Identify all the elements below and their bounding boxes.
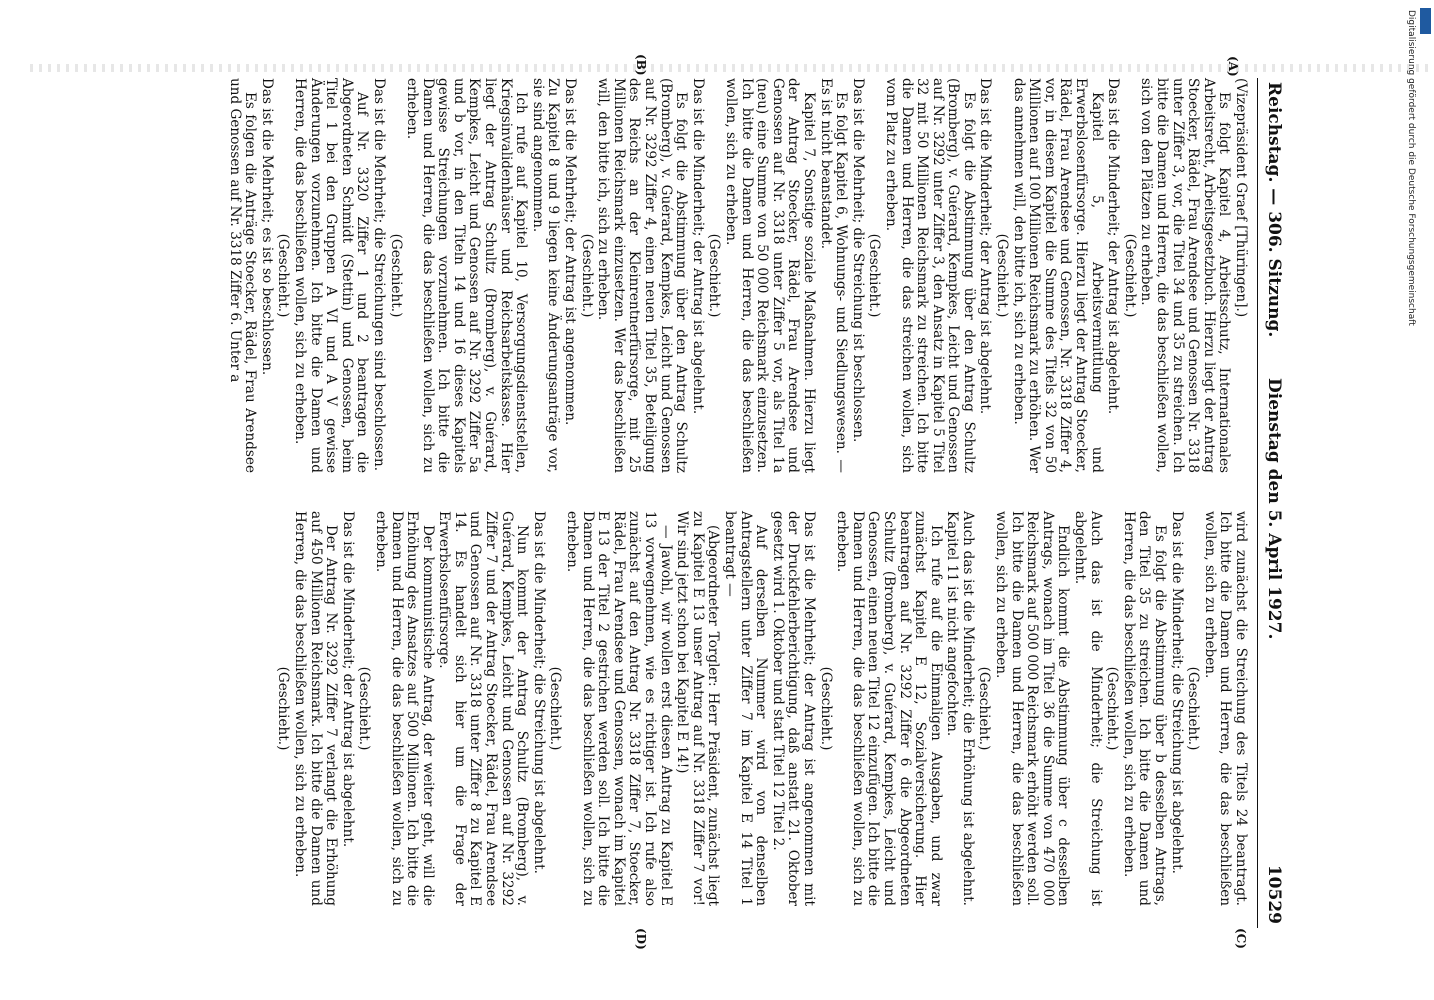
right-text-column bbox=[88, 511, 1248, 906]
paragraph: Auf derselben Nummer wird von denselben Antragstellern unter Ziffer 7 im Kapitel E 14 Titel 1 beantragt — bbox=[722, 511, 770, 906]
paragraph: Der kommunistische Antrag, der weiter geht, will die Erhöhung des Ansatzes auf 500 Millionen. Ich bitte die Damen und Herren, die das beschließen wollen, sich zu erheben. bbox=[372, 511, 436, 906]
paragraph: Das ist die Mehrheit; die Streichungen sind beschlossen. bbox=[370, 78, 387, 472]
stage-direction: (Geschieht.) bbox=[275, 666, 292, 751]
paragraph: Ich rufe auf Kapitel 10, Versorgungsdienststellen, Kriegsinvalidenhäuser und Reichsarbeitskasse. Hier liegt der Antrag Schultz (Bromberg), v. Guérard, Kempkes, Leicht und Genossen auf Nr. 3292 Ziffer 5a und b vor, in den Titeln 14 und 16 dieses Kapitels gewisse Streichungen vorzunehmen. Ich bitte die Damen und Herren, die das beschließen wollen, sich zu erheben. bbox=[404, 78, 530, 473]
stage-direction: (Geschieht.) bbox=[275, 233, 292, 318]
stage-direction: (Geschieht.) bbox=[994, 233, 1011, 318]
paragraph: Nun kommt der Antrag Schultz (Bromberg), v. Guérard, Kempkes, Leicht und Genossen auf Nr. 3292 Ziffer 7 und der Antrag Stoecker, Rädel, Frau Arendsee und Genossen auf Nr. 3318 unter Ziffer 8 zu Kapitel E 14. Es handelt sich hier um die Frage der Erwerbslosenfürsorge. bbox=[436, 511, 531, 906]
paragraph: Es folgt die Abstimmung über den Antrag Schultz (Bromberg), v. Guérard, Kempkes, Leicht und Genossen auf Nr. 3292 Ziffer 4, einen neuen Titel 35, Beteiligung des Reichs an der Kleinrentnerfürsorge, mit 25 Millionen Reichsmark einzusetzen. Wer das beschließen will, den bitte ich, sich zu erheben. bbox=[595, 78, 690, 473]
stage-direction: (Geschieht.) bbox=[547, 666, 564, 751]
paragraph: Das ist die Mehrheit; der Antrag ist angenommen mit der Druckfehlerberichtigung, daß anstatt 21. Oktober gesetzt wird 1. Oktober und statt Titel 12 Titel 2. bbox=[769, 511, 817, 906]
stage-direction: (Geschieht.) bbox=[578, 233, 595, 318]
paragraph: Es folgt die Abstimmung über den Antrag Schultz (Bromberg), v. Guérard, Kempkes, Leicht und Genossen auf Nr. 3292 unter Ziffer 3, den Ansatz in Kapitel 5 Titel 32 mit 50 Millionen Reichsmark zu streichen. Ich bitte die Damen und Herren, die das streichen wollen, sich vom Platz zu erheben. bbox=[882, 78, 977, 473]
header-session: Reichstag. — 306. Sitzung. bbox=[1264, 82, 1284, 338]
stage-direction: (Geschieht.) bbox=[706, 233, 723, 318]
paragraph: Das ist die Mehrheit; der Antrag ist angenommen. bbox=[562, 78, 579, 426]
margin-marker-a: (A) bbox=[1226, 56, 1240, 77]
paragraph: Es folgt Kapitel 6, Wohnungs- und Siedlungswesen. — Es ist nicht beanstandet. bbox=[817, 78, 850, 473]
credit-text: Digitalisierung gefördert durch die Deutsche Forschungsgemeinschaft bbox=[1406, 10, 1416, 326]
paragraph: Kapitel 5, Arbeitsvermittlung und Erwerbslosenfürsorge. Hierzu liegt der Antrag Stoecker, Rädel, Frau Arendsee und Genossen, Nr. 3318 Ziffer 4, vor, in diesem Kapitel die Summe des Titels 32 von 50 Millionen auf 100 Millionen Reichsmark zu erhöhen. Wer das annehmen will, den bitte ich, sich zu erheben. bbox=[1010, 78, 1105, 473]
paragraph: Auch das ist die Minderheit; die Erhöhung ist abgelehnt. Kapitel 11 ist nicht angefochten. bbox=[944, 511, 976, 906]
margin-marker-d: (D) bbox=[634, 928, 648, 950]
left-text-column bbox=[88, 78, 1248, 473]
paragraph: wird zunächst die Streichung des Titels 24 beantragt. Ich bitte die Damen und Herren, die das beschließen wollen, sich zu erheben. bbox=[1201, 511, 1249, 906]
stage-direction: (Geschieht.) bbox=[817, 666, 834, 751]
paragraph: Das ist die Minderheit; die Streichung ist abgelehnt. bbox=[530, 511, 547, 874]
page-number: 10529 bbox=[1264, 864, 1284, 924]
paragraph: (Abgeordneter Torgler: Herr Präsident, zunächst liegt zu Kapitel E 13 unser Antrag auf Nr. 3318 Ziffer 7 vor! Wir sind jetzt schon bei Kapitel E 14!) bbox=[674, 511, 722, 906]
paragraph: Der Antrag Nr. 3292 Ziffer 7 verlangt die Erhöhung auf 450 Millionen Reichsmark. Ich bitte die Damen und Herren, die das beschließen wollen, sich zu erheben. bbox=[291, 511, 340, 906]
paragraph: Es folgt die Abstimmung über b desselben Antrags, den Titel 35 zu streichen. Ich bitte die Damen und Herren, die das beschließen wollen, sich zu erheben. bbox=[1120, 511, 1169, 906]
margin-marker-b: (B) bbox=[634, 54, 648, 76]
stage-direction: (Geschieht.) bbox=[1185, 666, 1202, 751]
running-header bbox=[1257, 78, 1288, 928]
stage-direction: (Geschieht.) bbox=[387, 233, 404, 318]
stage-direction: (Geschieht.) bbox=[976, 666, 993, 751]
paragraph: Das ist die Mehrheit; es ist so beschlossen. bbox=[258, 78, 275, 376]
paragraph: Auf Nr. 3320 Ziffer 1 und 2 beantragen die Abgeordneten Schmidt (Stettin) und Genossen, beim Titel 1 bei den Gruppen A VI und A V gewisse Änderungen vorzunehmen. Ich bitte die Damen und Herren, die das beschließen wollen, sich zu erheben. bbox=[291, 78, 371, 473]
margin-marker-c: (C) bbox=[1234, 928, 1248, 949]
scan-noise bbox=[30, 64, 1430, 72]
paragraph: Es folgen die Anträge Stoecker, Rädel, Frau Arendsee und Genossen auf Nr. 3318 Ziffer 6. Unter a bbox=[226, 78, 259, 473]
stage-direction: (Geschieht.) bbox=[1121, 233, 1138, 318]
paragraph: Ich rufe auf die Einmaligen Ausgaben, und zwar zunächst Kapitel E 12, Sozialversicherung. Hier beantragen auf Nr. 3292 Ziffer 6 die Abgeordneten Schultz (Bromberg), v. Guérard, Kempkes, Leicht und Genossen, einen neuen Titel 12 einzufügen. Ich bitte die Damen und Herren, die das beschließen wollen, sich zu erheben. bbox=[834, 511, 944, 906]
paragraph: Kapitel 7, Sonstige soziale Maßnahmen. Hierzu liegt der Antrag Stoecker, Rädel, Frau Arendsee und Genossen auf Nr. 3318 unter Ziffer 5 vor, als Titel 1a (neu) eine Summe von 50 000 Reichsmark einzusetzen. Ich bitte die Damen und Herren, die das beschließen wollen, sich zu erheben. bbox=[723, 78, 817, 473]
document-page bbox=[88, 54, 1288, 950]
paragraph: Das ist die Minderheit; der Antrag ist abgelehnt. bbox=[339, 511, 356, 848]
stage-direction: (Geschieht.) bbox=[356, 666, 373, 751]
paragraph: Auch das ist die Minderheit; die Streichung ist abgelehnt. bbox=[1072, 511, 1104, 906]
stage-direction: (Geschieht.) bbox=[1104, 666, 1121, 751]
paragraph: Das ist die Mehrheit; die Streichung ist beschlossen. bbox=[849, 78, 866, 443]
paragraph: Das ist die Minderheit; der Antrag ist abgelehnt. bbox=[689, 78, 706, 415]
paragraph: Das ist die Minderheit; die Streichung ist abgelehnt. bbox=[1168, 511, 1185, 874]
stage-direction: (Geschieht.) bbox=[866, 233, 883, 318]
paragraph: (Vizepräsident Graef [Thüringen].) bbox=[1233, 78, 1249, 318]
paragraph: Das ist die Minderheit; der Antrag ist abgelehnt. bbox=[977, 78, 994, 415]
paragraph: Das ist die Minderheit; der Antrag ist abgelehnt. bbox=[1105, 78, 1122, 415]
digitization-credit bbox=[1402, 10, 1422, 390]
paragraph: Es folgt Kapitel 4, Arbeitsschutz, Internationales Arbeitsrecht, Arbeitsgesetzbuch. Hierzu liegt der Antrag Stoecker, Rädel, Frau Arendsee und Genossen Nr. 3318 unter Ziffer 3, vor, die Titel 34 und 35 zu streichen. Ich bitte die Damen und Herren, die das beschließen wollen, sich von den Plätzen zu erheben. bbox=[1138, 78, 1233, 473]
header-date: Dienstag den 5. April 1927. bbox=[1264, 378, 1284, 640]
paragraph: Endlich kommt die Abstimmung über c desselben Antrags, wonach im Titel 36 die Summe von 470 000 Reichsmark auf 500 000 Reichsmark erhöht werden soll. Ich bitte die Damen und Herren, die das beschließen wollen, sich zu erheben. bbox=[993, 511, 1072, 906]
paragraph: — Jawohl, wir wollen erst diesen Antrag zu Kapitel E 13 vorwegnehmen, wie es richtiger ist. Ich rufe also zunächst auf den Antrag Nr. 3318 Ziffer 7, Stoecker, Rädel, Frau Arendsee und Genossen, wonach im Kapitel E 13 der Titel 2 gestrichen werden soll. Ich bitte die Damen und Herren, die das beschließen wollen, sich zu erheben. bbox=[564, 511, 674, 906]
paragraph: Zu Kapitel 8 und 9 liegen keine Änderungsanträge vor, sie sind angenommen. bbox=[529, 78, 562, 473]
